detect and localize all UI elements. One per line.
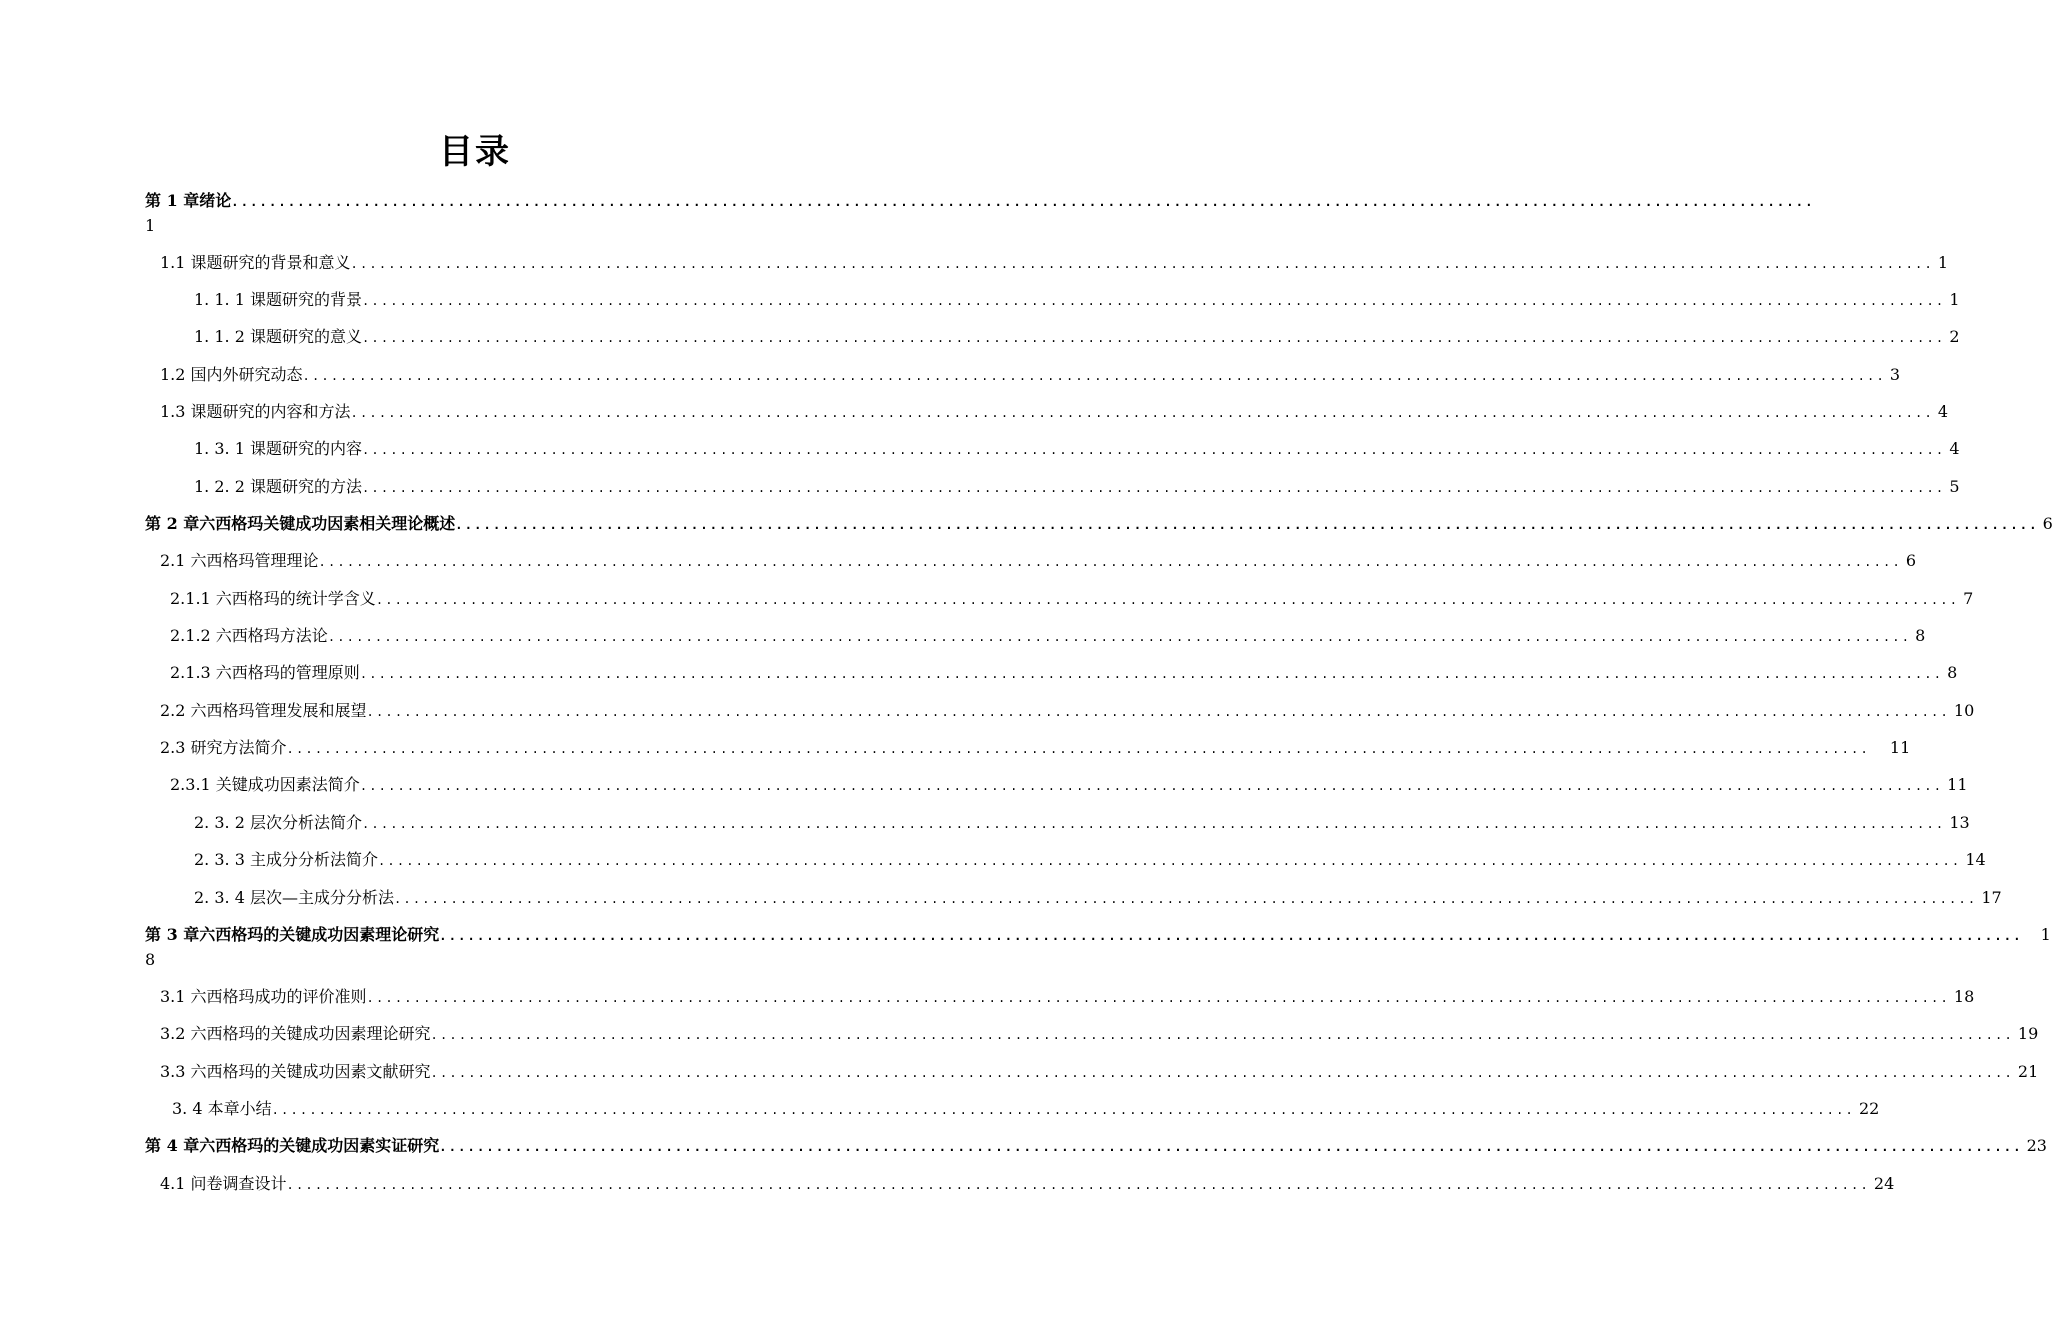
leader-dots: ........................................................................................................................................................................ bbox=[361, 817, 1946, 831]
toc-entry[interactable] bbox=[170, 623, 1926, 649]
toc-entry-label: 2. 3. 4 层次—主成分分析法 bbox=[194, 888, 394, 907]
leader-dots: ........................................................................................................................................................................ bbox=[430, 1028, 2014, 1042]
toc-entry[interactable] bbox=[160, 399, 1949, 425]
leader-dots: ........................................................................................................................................................................ bbox=[366, 991, 1950, 1005]
toc-entry-label: 1.1 课题研究的背景和意义 bbox=[160, 253, 351, 272]
toc-entry-label: 第 4 章六西格玛的关键成功因素实证研究 bbox=[145, 1136, 440, 1155]
toc-entry-page: 17 bbox=[1981, 888, 2002, 907]
toc-entry-label: 3.2 六西格玛的关键成功因素理论研究 bbox=[160, 1024, 431, 1043]
toc-entry-chapter-1[interactable] bbox=[145, 188, 1815, 214]
toc-entry-page: 3 bbox=[1889, 365, 1901, 384]
toc-entry-label: 1. 3. 1 课题研究的内容 bbox=[194, 439, 362, 458]
toc-entry[interactable] bbox=[160, 698, 1975, 724]
leader-dots: ........................................................................................................................................................................ bbox=[377, 854, 1962, 868]
toc-entry[interactable] bbox=[160, 362, 1901, 388]
leader-dots: ........................................................................................................................................................................ bbox=[455, 518, 2039, 532]
toc-entry[interactable] bbox=[194, 287, 1960, 313]
leader-dots: ........................................................................................................................................................................ bbox=[302, 369, 1886, 383]
toc-entry-page: 19 bbox=[2017, 1024, 2039, 1043]
toc-entry-page: 4 bbox=[1949, 439, 1960, 458]
leader-dots: ........................................................................................................................................................................ bbox=[439, 929, 2023, 943]
toc-entry-page: 21 bbox=[2017, 1062, 2039, 1081]
toc-entry-page: 24 bbox=[1873, 1174, 1895, 1193]
toc-entry[interactable] bbox=[172, 1096, 1880, 1122]
toc-entry-page: 11 bbox=[1947, 775, 1968, 794]
toc-entry-page: 8 bbox=[1947, 663, 1958, 682]
toc-entry-page: 8 bbox=[1915, 626, 1926, 645]
toc-entry-label: 2.1 六西格玛管理理论 bbox=[160, 551, 319, 570]
leader-dots: ........................................................................................................................................................................ bbox=[393, 892, 1978, 906]
leader-dots: ........................................................................................................................................................................ bbox=[327, 630, 1912, 644]
leader-dots: ........................................................................................................................................................................ bbox=[231, 195, 1815, 209]
leader-dots: ........................................................................................................................................................................ bbox=[361, 443, 1946, 457]
leader-dots: ........................................................................................................................................................................ bbox=[271, 1103, 1855, 1117]
toc-entry-label: 3.3 六西格玛的关键成功因素文献研究 bbox=[160, 1062, 431, 1081]
toc-entry[interactable] bbox=[160, 250, 1949, 276]
leader-dots: ........................................................................................................................................................................ bbox=[366, 705, 1950, 719]
toc-entry-page: 10 bbox=[1953, 701, 1975, 720]
leader-dots: ........................................................................................................................................................................ bbox=[361, 481, 1946, 495]
toc-entry-page: 13 bbox=[1949, 813, 1970, 832]
toc-entry[interactable] bbox=[160, 735, 1911, 761]
toc-entry-page: 2 bbox=[1949, 327, 1960, 346]
toc-entry[interactable] bbox=[160, 984, 1975, 1010]
toc-entry[interactable] bbox=[194, 474, 1960, 500]
leader-dots: ........................................................................................................................................................................ bbox=[286, 1178, 1870, 1192]
toc-entry-label: 2. 3. 2 层次分析法简介 bbox=[194, 813, 362, 832]
toc-entry[interactable] bbox=[170, 772, 1968, 798]
toc-entry-label: 4.1 问卷调查设计 bbox=[160, 1174, 287, 1193]
leader-dots: ........................................................................................................................................................................ bbox=[361, 331, 1946, 345]
toc-entry-chapter-2[interactable] bbox=[145, 511, 2053, 537]
toc-entry-page: 1 bbox=[1937, 253, 1949, 272]
toc-entry[interactable] bbox=[160, 1059, 2039, 1085]
toc-entry-label: 2.1.2 六西格玛方法论 bbox=[170, 626, 328, 645]
toc-entry-page: 7 bbox=[1963, 589, 1974, 608]
toc-entry[interactable] bbox=[194, 436, 1960, 462]
toc-entry-label: 2.1.1 六西格玛的统计学含义 bbox=[170, 589, 376, 608]
toc-entry-page: 22 bbox=[1858, 1099, 1880, 1118]
toc-entry-label: 2.2 六西格玛管理发展和展望 bbox=[160, 701, 367, 720]
toc-entry-label: 第 2 章六西格玛关键成功因素相关理论概述 bbox=[145, 514, 456, 533]
toc-entry-page: 8 bbox=[145, 950, 156, 969]
toc-entry-label: 1. 2. 2 课题研究的方法 bbox=[194, 477, 362, 496]
toc-entry[interactable] bbox=[194, 324, 1960, 350]
toc-entry-label: 1.2 国内外研究动态 bbox=[160, 365, 303, 384]
toc-entry-chapter-3[interactable] bbox=[145, 922, 2051, 948]
toc-entry-page: 5 bbox=[1949, 477, 1960, 496]
toc-entry-label: 第 1 章绪论 bbox=[145, 191, 232, 210]
toc-entry-label: 2.3 研究方法简介 bbox=[160, 738, 287, 757]
toc-entry-page: 1 bbox=[2040, 925, 2051, 944]
leader-dots: ........................................................................................................................................................................ bbox=[350, 257, 1934, 271]
toc-entry[interactable] bbox=[170, 660, 1958, 686]
leader-dots: ........................................................................................................................................................................ bbox=[375, 593, 1960, 607]
toc-entry-page: 6 bbox=[1905, 551, 1917, 570]
toc-entry[interactable] bbox=[160, 548, 1917, 574]
toc-entry-label: 2. 3. 3 主成分分析法简介 bbox=[194, 850, 378, 869]
leader-dots: ........................................................................................................................................................................ bbox=[359, 779, 1944, 793]
leader-dots: ........................................................................................................................................................................ bbox=[350, 406, 1934, 420]
toc-entry-page: 6 bbox=[2042, 514, 2053, 533]
toc-entry[interactable] bbox=[160, 1021, 2039, 1047]
toc-entry-label: 3. 4 本章小结 bbox=[172, 1099, 272, 1118]
toc-entry-page: 4 bbox=[1937, 402, 1949, 421]
leader-dots: ........................................................................................................................................................................ bbox=[318, 555, 1902, 569]
toc-entry-page: 1 bbox=[1949, 290, 1960, 309]
toc-entry-page: 18 bbox=[1953, 987, 1975, 1006]
toc-entry-page: 11 bbox=[1889, 738, 1911, 757]
toc-entry-chapter-4[interactable] bbox=[145, 1133, 2047, 1159]
toc-entry-page: 23 bbox=[2026, 1136, 2047, 1155]
toc-entry[interactable] bbox=[170, 586, 1974, 612]
toc-entry-label: 1.3 课题研究的内容和方法 bbox=[160, 402, 351, 421]
toc-entry-page: 1 bbox=[145, 216, 156, 235]
toc-entry-label: 1. 1. 1 课题研究的背景 bbox=[194, 290, 362, 309]
toc-entry-label: 1. 1. 2 课题研究的意义 bbox=[194, 327, 362, 346]
page-title: 目录 bbox=[439, 132, 511, 172]
leader-dots: ........................................................................................................................................................................ bbox=[359, 667, 1944, 681]
leader-dots: ........................................................................................................................................................................ bbox=[361, 294, 1946, 308]
toc-entry-label: 3.1 六西格玛成功的评价准则 bbox=[160, 987, 367, 1006]
leader-dots: ........................................................................................................................................................................ bbox=[439, 1140, 2023, 1154]
leader-dots: ........................................................................................................................................................................ bbox=[430, 1066, 2014, 1080]
leader-dots: ........................................................................................................................................................................ bbox=[286, 742, 1870, 756]
toc-entry-label: 2.3.1 关键成功因素法简介 bbox=[170, 775, 360, 794]
toc-entry-label: 2.1.3 六西格玛的管理原则 bbox=[170, 663, 360, 682]
toc-entry-page: 14 bbox=[1965, 850, 1986, 869]
toc-entry[interactable] bbox=[194, 885, 2002, 911]
toc-entry-label: 第 3 章六西格玛的关键成功因素理论研究 bbox=[145, 925, 440, 944]
toc-entry[interactable] bbox=[160, 1171, 1895, 1197]
toc-entry[interactable] bbox=[194, 810, 1970, 836]
toc-entry[interactable] bbox=[194, 847, 1986, 873]
